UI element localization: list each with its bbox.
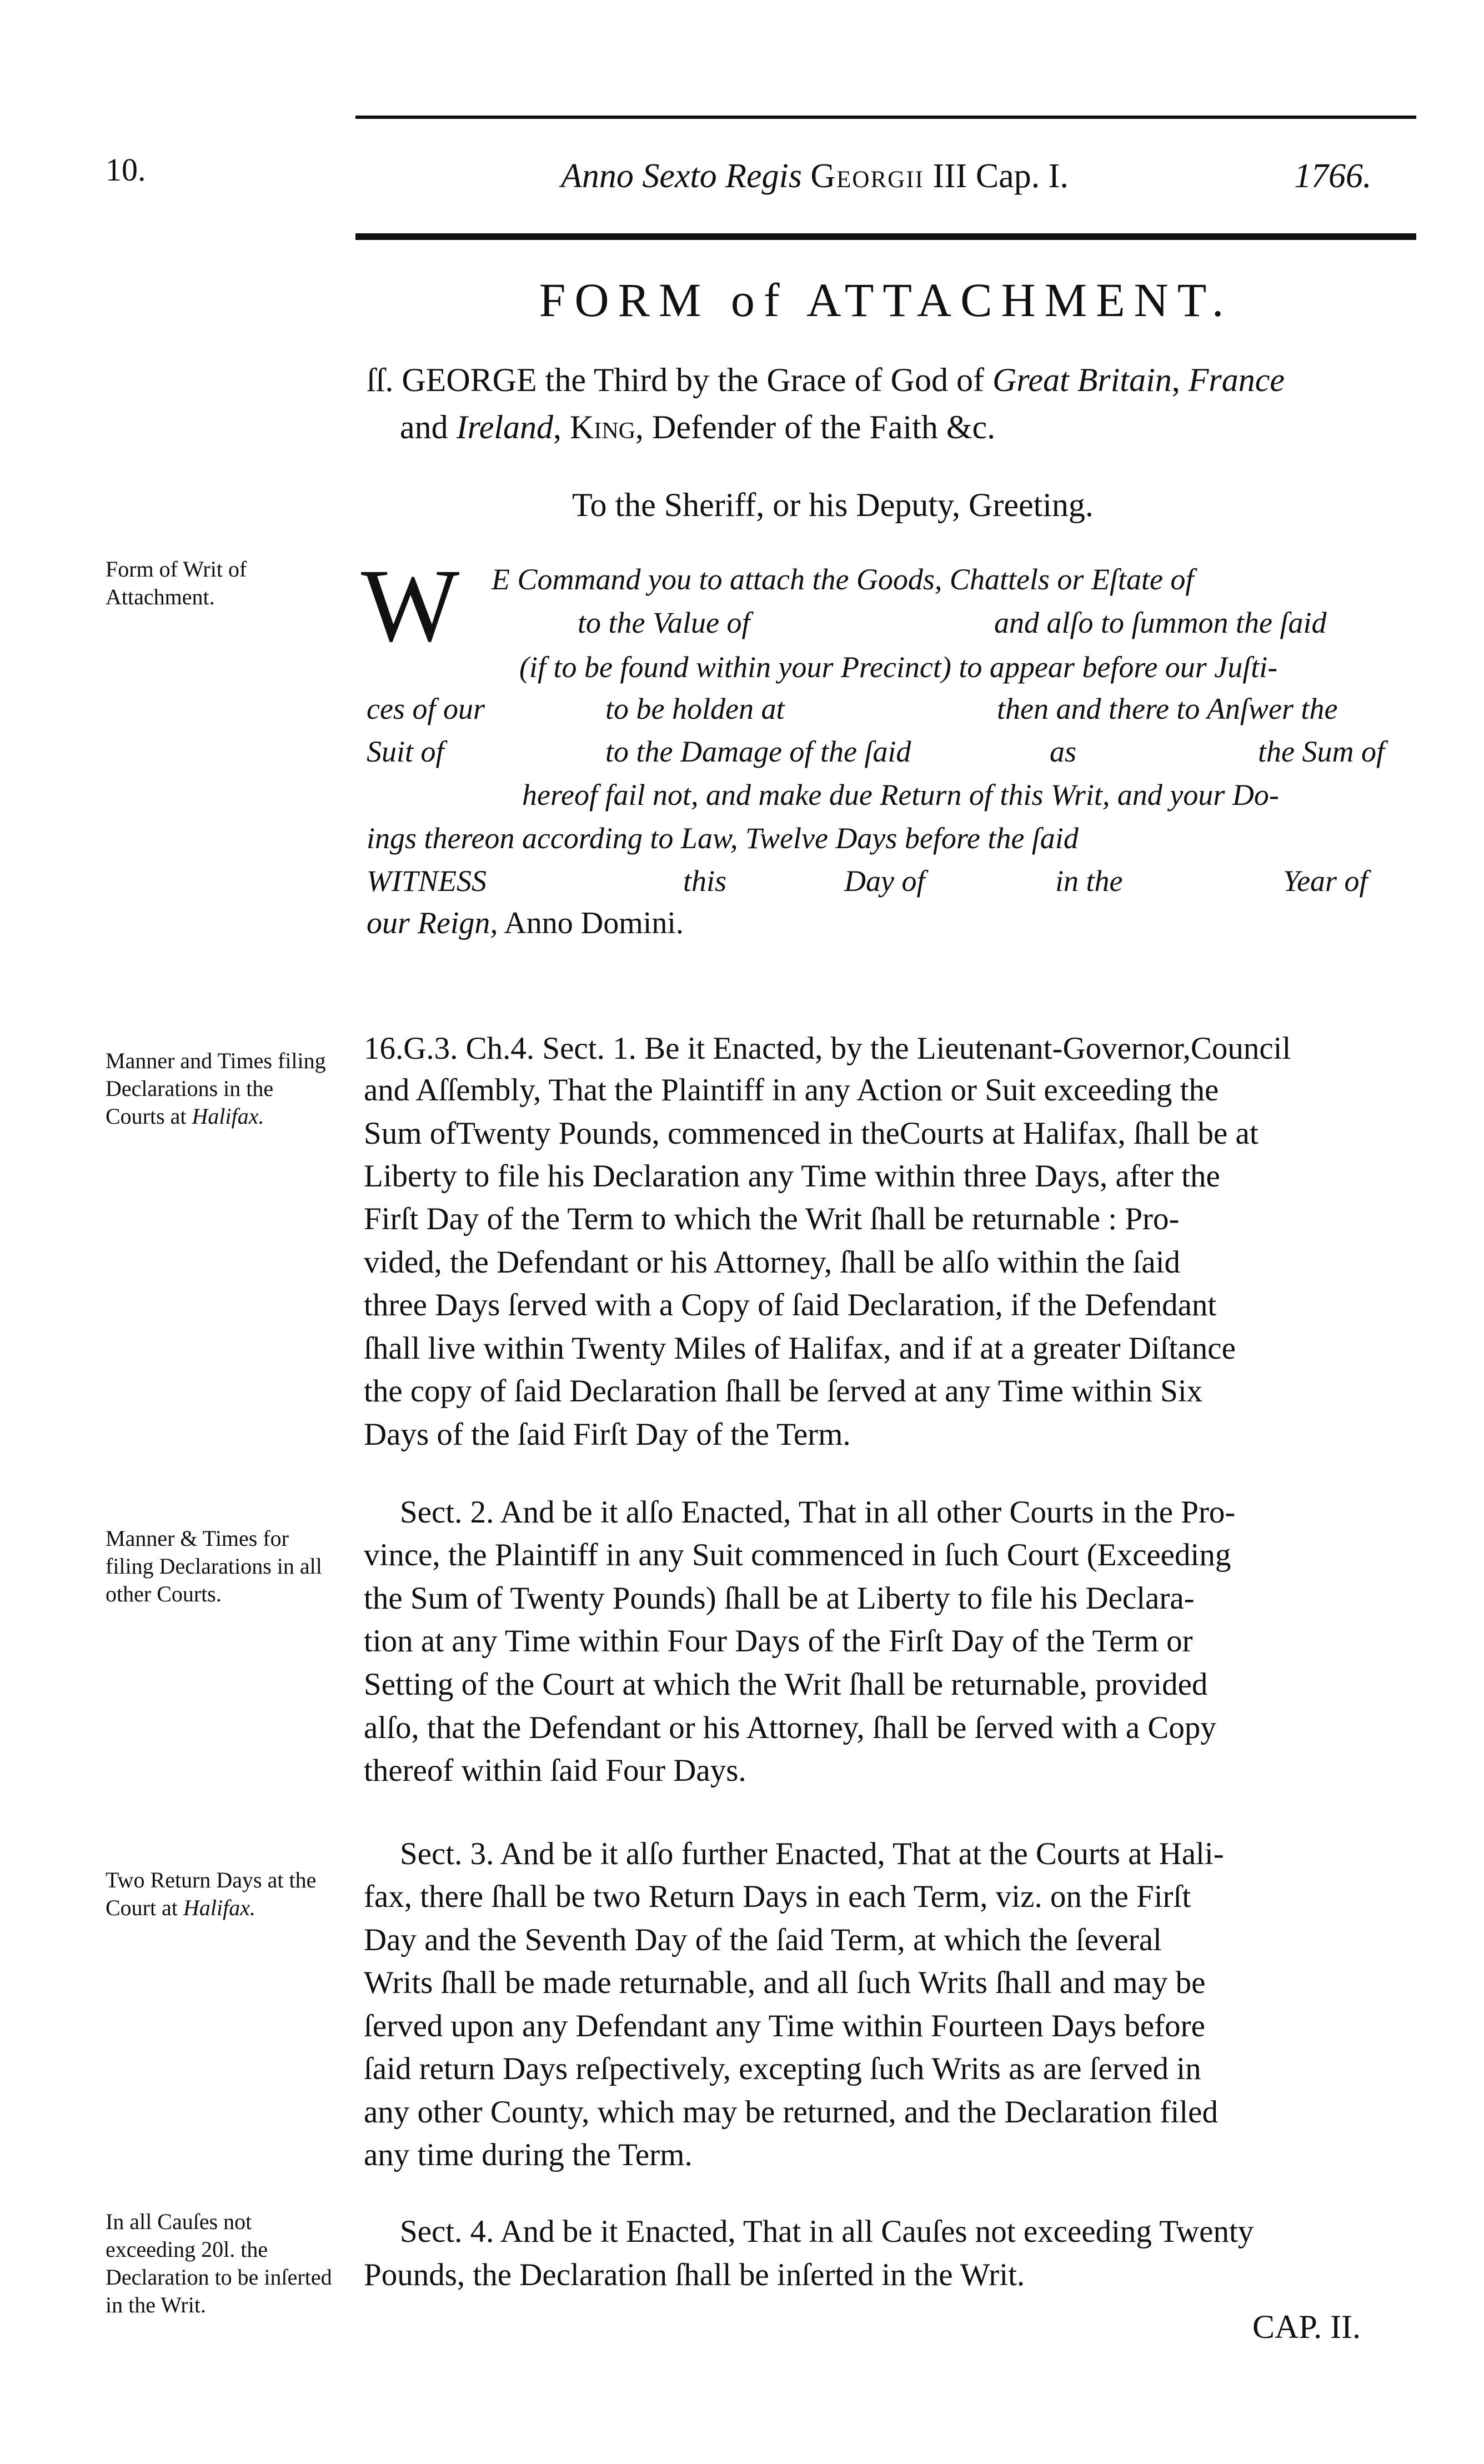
section-1-line: vided, the Defendant or his Attorney, ſhall be alſo within the ſaid [364, 1245, 1181, 1280]
running-head-king: Georgii [810, 157, 924, 195]
salutation-line-2 [400, 408, 995, 447]
margin-note-section-1 [106, 1047, 333, 1130]
section-3-line: Day and the Seventh Day of the ſaid Term, at which the ſeveral [364, 1922, 1162, 1957]
salutation-mark: ſſ. [367, 362, 394, 398]
salutation-ireland: Ireland [456, 409, 554, 445]
writ-text: the Sum of [1258, 735, 1385, 768]
section-1-line: 16.G.3. Ch.4. Sect. 1. Be it Enacted, by the Lieutenant-Governor,Council [364, 1031, 1291, 1066]
writ-line-1 [492, 562, 1194, 597]
greeting-line: To the Sheriff, or his Deputy, Greeting. [572, 487, 1094, 523]
running-head-reign: III [932, 157, 967, 195]
running-head-cap: Cap. I. [975, 157, 1069, 195]
salutation-comma-2: , [553, 409, 570, 445]
writ-text: this [683, 864, 727, 898]
margin-note-text: In all Cauſes not exceeding 20l. the Declaration to be inſerted in the Writ. [106, 2209, 332, 2317]
margin-note-halifax: Halifax. [183, 1895, 255, 1920]
margin-note-section-4 [106, 2208, 333, 2319]
writ-text: in the [1055, 864, 1123, 898]
section-3-line: any other County, which may be returned, and the Declaration filed [364, 2095, 1218, 2130]
margin-note-halifax: Halifax. [192, 1104, 264, 1129]
running-head [561, 157, 1069, 196]
margin-note-section-2 [106, 1525, 333, 1608]
writ-text: as [1050, 735, 1077, 768]
section-1-line: and Aſſembly, That the Plaintiff in any Action or Suit exceeding the [364, 1073, 1219, 1108]
writ-text: (if to be found within your Precinct) to appear before our Juſti- [519, 650, 1278, 684]
writ-text: to the Value of [578, 606, 750, 639]
page-year: 1766. [1294, 157, 1372, 195]
writ-text: Day of [844, 864, 925, 898]
header-rule [355, 233, 1416, 240]
margin-note-text: Two Return Days at the Court at [106, 1867, 317, 1920]
writ-text: Suit of [367, 735, 444, 768]
section-1-line: Liberty to file his Declaration any Time within three Days, after the [364, 1159, 1220, 1194]
form-title: FORM of ATTACHMENT. [539, 273, 1233, 327]
salutation-france: France [1188, 362, 1285, 398]
section-1-line: ſhall live within Twenty Miles of Halifax, and if at a greater Diſtance [364, 1331, 1236, 1366]
catchword: CAP. II. [1252, 2308, 1361, 2345]
page-number: 10. [106, 152, 146, 188]
margin-note-text: Manner and Times filing Declarations in the Courts at [106, 1048, 326, 1129]
section-4-line: Pounds, the Declaration ſhall be inſerted in the Writ. [364, 2257, 1025, 2292]
section-2-line: Setting of the Court at which the Writ ſhall be returnable, provided [364, 1667, 1208, 1702]
section-4-line: Sect. 4. And be it Enacted, That in all Cauſes not exceeding Twenty [400, 2214, 1254, 2249]
writ-text: ings thereon according to Law, Twelve Days before the ſaid [367, 822, 1079, 855]
section-3-line: Writs ſhall be made returnable, and all ſuch Writs ſhall and may be [364, 1965, 1206, 2000]
drop-cap: W [361, 547, 460, 663]
writ-line-9 [367, 905, 684, 941]
section-2-line: thereof within ſaid Four Days. [364, 1753, 746, 1788]
writ-text: hereof fail not, and make due Return of this Writ, and your Do- [522, 778, 1279, 812]
section-3-line: ſaid return Days reſpectively, excepting ſuch Writs as are ſerved in [364, 2051, 1201, 2086]
salutation-king: King [570, 409, 636, 445]
section-2-line: tion at any Time within Four Days of the Firſt Day of the Term or [364, 1624, 1193, 1659]
section-1-line: three Days ſerved with a Copy of ſaid Declaration, if the Defendant [364, 1288, 1217, 1323]
section-2-line: the Sum of Twenty Pounds) ſhall be at Liberty to file his Declara- [364, 1581, 1195, 1616]
salutation-and: and [400, 409, 457, 445]
writ-text: then and there to Anſwer the [997, 692, 1338, 725]
salutation-britain: Great Britain [992, 362, 1172, 398]
running-head-anno: Anno Sexto Regis [561, 157, 802, 195]
section-1-line: the copy of ſaid Declaration ſhall be ſerved at any Time within Six [364, 1374, 1203, 1409]
margin-note-text: Manner & Times for filing Declarations in all other Courts. [106, 1526, 322, 1606]
salutation-comma: , [1171, 362, 1189, 398]
section-2-line: Sect. 2. And be it alſo Enacted, That in all other Courts in the Pro- [400, 1495, 1236, 1530]
section-3-line: any time during the Term. [364, 2137, 693, 2172]
section-2-line: alſo, that the Defendant or his Attorney, ſhall be ſerved with a Copy [364, 1710, 1216, 1745]
salutation-line-1 [367, 361, 1285, 399]
section-2-line: vince, the Plaintiff in any Suit commenced in ſuch Court (Exceeding [364, 1538, 1231, 1572]
section-1-line: Sum ofTwenty Pounds, commenced in theCourts at Halifax, ſhall be at [364, 1116, 1259, 1151]
writ-line-7 [367, 821, 1079, 855]
margin-note-writ: Form of Writ of Attachment. [106, 557, 247, 609]
writ-line-3 [519, 650, 1277, 684]
writ-line-6 [522, 778, 1279, 812]
section-3-line: ſerved upon any Defendant any Time within Fourteen Days before [364, 2009, 1205, 2044]
writ-text: ces of our [367, 692, 485, 725]
writ-text: Anno Domini. [498, 906, 684, 940]
writ-text: to be holden at [605, 692, 785, 725]
writ-text: Year of [1283, 864, 1368, 898]
writ-text: WITNESS [367, 864, 487, 898]
margin-note-section-3 [106, 1866, 333, 1922]
salutation-text: GEORGE the Third by the Grace of God of [402, 362, 992, 398]
top-rule [355, 116, 1416, 119]
writ-text: our Reign, [367, 906, 498, 940]
writ-text: and alſo to ſummon the ſaid [994, 606, 1327, 639]
section-3-line: Sect. 3. And be it alſo further Enacted, That at the Courts at Hali- [400, 1836, 1224, 1871]
section-1-line: Days of the ſaid Firſt Day of the Term. [364, 1417, 851, 1452]
writ-text: E Command you to attach the Goods, Chattels or Eſtate of [492, 563, 1194, 596]
salutation-defender: , Defender of the Faith &c. [635, 409, 996, 445]
section-3-line: fax, there ſhall be two Return Days in each Term, viz. on the Firſt [364, 1879, 1191, 1914]
writ-text: to the Damage of the ſaid [605, 735, 911, 768]
section-1-line: Firſt Day of the Term to which the Writ ſhall be returnable : Pro- [364, 1201, 1180, 1236]
